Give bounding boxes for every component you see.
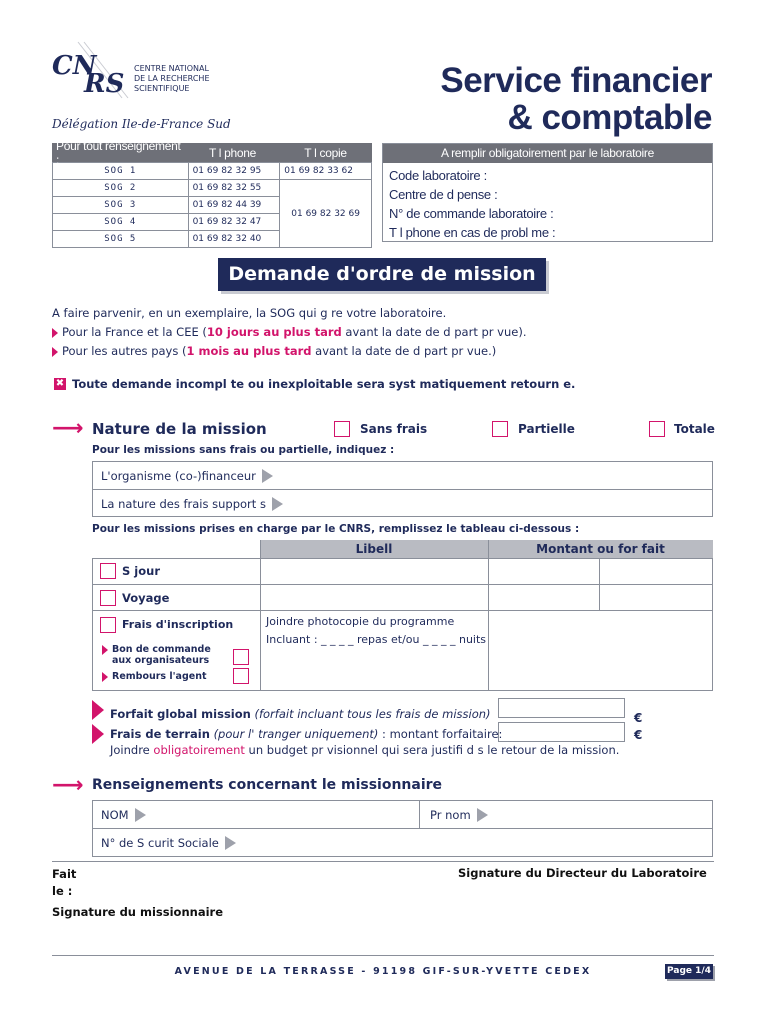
frais-inscription-checkbox[interactable] bbox=[100, 617, 116, 633]
title-line-2: & comptable bbox=[507, 98, 712, 137]
le-label: le : bbox=[52, 884, 73, 898]
sog-name: SOG 2 bbox=[53, 180, 189, 197]
sog-phone: 01 69 82 32 95 bbox=[188, 163, 280, 180]
sans-frais-label: Sans frais bbox=[360, 422, 428, 436]
warning-line: ✖ Toute demande incompl te ou inexploitable sera syst matiquement retourn e. bbox=[55, 377, 576, 391]
column-header-libelle: Libell bbox=[355, 542, 393, 556]
prenom-field[interactable]: Pr nom bbox=[420, 801, 712, 828]
nature-subtitle: Pour les missions sans frais ou partielle, indiquez : bbox=[92, 444, 395, 456]
sog-name: SOG 4 bbox=[53, 214, 189, 231]
lab-order-number-field[interactable]: N° de commande laboratoire : bbox=[389, 206, 554, 221]
logo-line-1: CENTRE NATIONAL bbox=[134, 64, 209, 73]
sog-fax: 01 69 82 33 62 bbox=[280, 163, 372, 180]
voyage-label: Voyage bbox=[122, 591, 170, 605]
contact-header-fax: T l copie bbox=[304, 145, 347, 160]
sog-name: SOG 5 bbox=[53, 231, 189, 248]
totale-label: Totale bbox=[674, 422, 715, 436]
page-title bbox=[440, 62, 712, 136]
lab-box-header: A remplir obligatoirement par le laboratoire bbox=[383, 144, 712, 163]
section-title-nature: Nature de la mission bbox=[92, 420, 267, 438]
form-title bbox=[218, 258, 546, 291]
cnrs-logo bbox=[50, 40, 230, 100]
bon-commande-checkbox[interactable] bbox=[233, 649, 249, 665]
intro-bullet-france: Pour la France et la CEE (10 jours au plus tard avant la date de d part pr vue). bbox=[52, 323, 732, 342]
page-number: Page 1/4 bbox=[665, 964, 713, 979]
contact-header-label: Pour tout renseignement : bbox=[56, 138, 181, 167]
footer-divider bbox=[52, 955, 714, 956]
frais-inscription-label: Frais d'inscription bbox=[122, 618, 234, 631]
form-title-text: Demande d'ordre de mission bbox=[228, 263, 536, 285]
securite-sociale-field[interactable]: N° de S curit Sociale bbox=[93, 829, 712, 856]
cnrs-costs-table bbox=[92, 540, 713, 691]
arrow-right-icon: ⟶ bbox=[52, 773, 84, 798]
sog-name: SOG 3 bbox=[53, 197, 189, 214]
fait-label: Fait bbox=[52, 867, 77, 881]
directeur-signature-label: Signature du Directeur du Laboratoire bbox=[458, 866, 707, 880]
sejour-checkbox[interactable] bbox=[100, 563, 116, 579]
forfait-global-label: Forfait global mission (forfait incluant tous les frais de mission) bbox=[110, 707, 491, 721]
triangle-right-icon bbox=[225, 836, 236, 850]
voyage-checkbox[interactable] bbox=[100, 590, 116, 606]
sog-phone: 01 69 82 32 40 bbox=[188, 231, 280, 248]
missionnaire-box bbox=[92, 800, 713, 857]
nom-field[interactable]: NOM bbox=[93, 801, 420, 828]
bullet-icon bbox=[102, 645, 108, 655]
sog-fax: 01 69 82 32 69 bbox=[280, 180, 372, 248]
title-line-1: Service financier bbox=[440, 61, 712, 100]
lab-info-box bbox=[382, 143, 713, 242]
rembours-label: Rembours l'agent bbox=[102, 671, 207, 682]
frais-terrain-amount-input[interactable] bbox=[498, 722, 625, 742]
contact-table bbox=[52, 138, 372, 248]
divider bbox=[52, 861, 714, 862]
intro-bullet-other: Pour les autres pays (1 mois au plus tard avant la date de d part pr vue.) bbox=[52, 342, 732, 361]
totale-checkbox[interactable] bbox=[649, 421, 665, 437]
sog-phone: 01 69 82 44 39 bbox=[188, 197, 280, 214]
logo-line-2: DE LA RECHERCHE bbox=[134, 74, 210, 83]
sog-phone: 01 69 82 32 47 bbox=[188, 214, 280, 231]
lab-expense-center-field[interactable]: Centre de d pense : bbox=[389, 187, 498, 202]
programme-note: Joindre photocopie du programme bbox=[266, 615, 455, 628]
arrow-right-icon: ⟶ bbox=[52, 416, 84, 441]
sans-frais-checkbox[interactable] bbox=[334, 421, 350, 437]
svg-text:CN: CN bbox=[52, 51, 97, 81]
cnrs-logo-icon bbox=[50, 40, 130, 100]
warning-icon: ✖ bbox=[55, 378, 65, 389]
meals-nights-field[interactable]: Incluant : _ _ _ _ repas et/ou _ _ _ _ nuits bbox=[266, 633, 487, 646]
intro-line: A faire parvenir, en un exemplaire, la SOG qui g re votre laboratoire. bbox=[52, 306, 447, 320]
contact-header-phone: T l phone bbox=[208, 145, 257, 160]
footer-address: AVENUE DE LA TERRASSE - 91198 GIF-SUR-YVETTE CEDEX bbox=[174, 966, 592, 977]
triangle-right-icon bbox=[135, 808, 146, 822]
bon-commande-label: Bon de commande aux organisateurs bbox=[102, 644, 211, 666]
sog-name: SOG 1 bbox=[53, 163, 189, 180]
supported-costs-field[interactable]: La nature des frais support s bbox=[93, 490, 712, 517]
triangle-right-icon bbox=[477, 808, 488, 822]
flag-icon bbox=[92, 724, 104, 744]
budget-note: Joindre obligatoirement un budget pr visionnel qui sera justifi d s le retour de la mission. bbox=[110, 743, 620, 757]
euro-symbol: € bbox=[634, 711, 643, 725]
triangle-right-icon bbox=[272, 497, 283, 511]
sejour-label: S jour bbox=[122, 564, 160, 578]
frais-terrain-label: Frais de terrain (pour l' tranger uniquement) : montant forfaitaire: bbox=[110, 727, 503, 741]
partielle-checkbox[interactable] bbox=[492, 421, 508, 437]
cofinancing-box bbox=[92, 461, 713, 517]
forfait-global-amount-input[interactable] bbox=[498, 698, 625, 718]
sog-phone: 01 69 82 32 55 bbox=[188, 180, 280, 197]
flag-icon bbox=[92, 700, 104, 720]
column-header-montant: Montant ou for fait bbox=[536, 542, 665, 556]
rembours-checkbox[interactable] bbox=[233, 668, 249, 684]
lab-phone-field[interactable]: T l phone en cas de probl me : bbox=[389, 225, 556, 240]
lab-code-field[interactable]: Code laboratoire : bbox=[389, 168, 487, 183]
missionnaire-signature-label: Signature du missionnaire bbox=[52, 905, 223, 919]
logo-line-3: SCIENTIFIQUE bbox=[134, 84, 190, 93]
euro-symbol: € bbox=[634, 728, 643, 742]
triangle-right-icon bbox=[262, 469, 273, 483]
bullet-icon bbox=[102, 672, 108, 682]
bullet-icon bbox=[52, 347, 58, 357]
table-row bbox=[53, 180, 372, 197]
delegation: Délégation Ile-de-France Sud bbox=[52, 117, 231, 131]
cnrs-table-intro: Pour les missions prises en charge par le CNRS, remplissez le tableau ci-dessous : bbox=[92, 523, 580, 535]
section-title-missionnaire: Renseignements concernant le missionnaire bbox=[92, 777, 443, 793]
partielle-label: Partielle bbox=[518, 422, 575, 436]
svg-text:RS: RS bbox=[84, 69, 125, 99]
cofinancer-field[interactable]: L'organisme (co-)financeur bbox=[93, 462, 712, 490]
bullet-icon bbox=[52, 328, 58, 338]
